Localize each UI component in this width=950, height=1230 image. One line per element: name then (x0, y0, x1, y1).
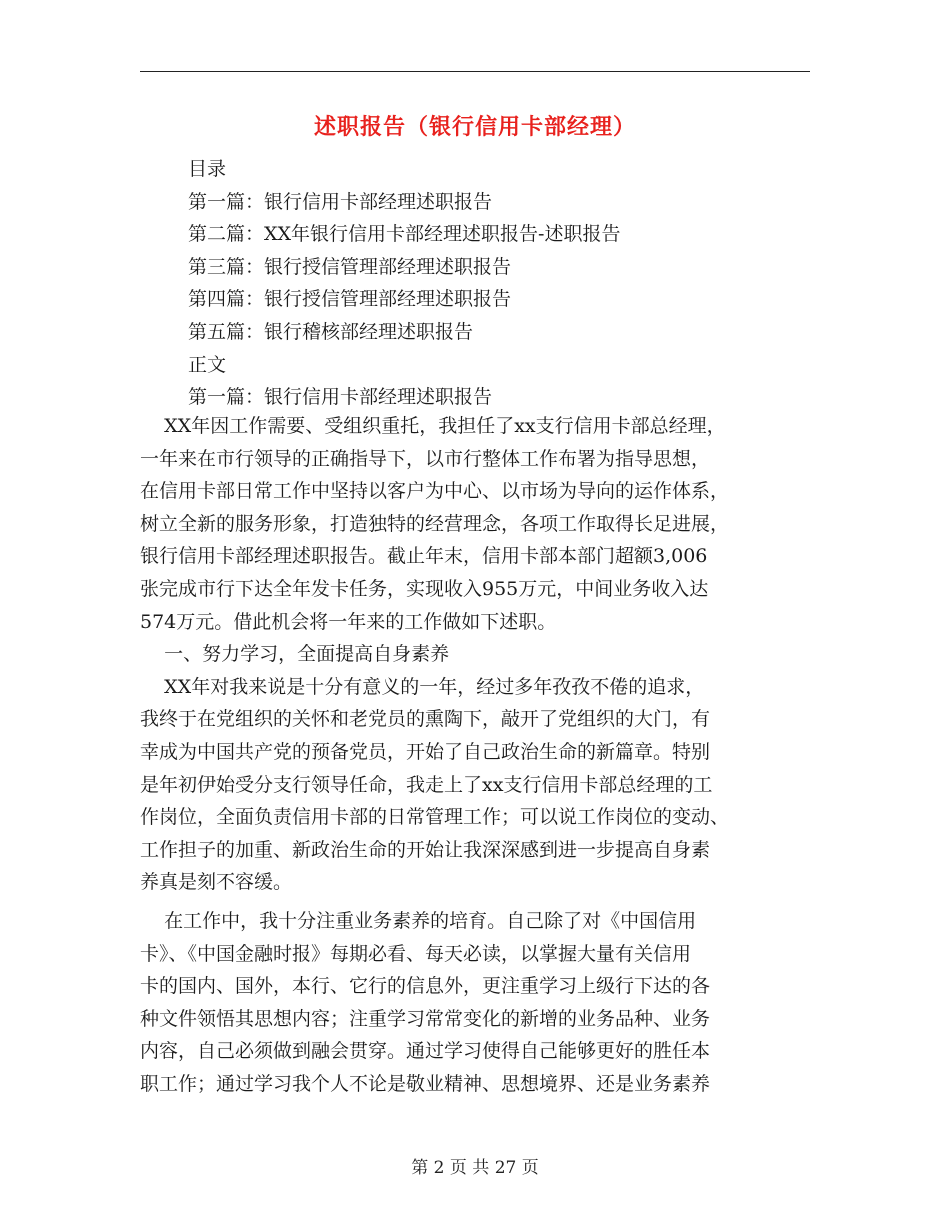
toc-item: 第四篇：银行授信管理部经理述职报告 (188, 288, 512, 311)
body-heading: 正文 (188, 353, 227, 376)
toc-heading: 目录 (188, 158, 227, 180)
subheading (140, 638, 820, 671)
toc-item: 第五篇：银行稽核部经理述职报告 (188, 320, 474, 343)
paragraph-line: 树立全新的服务形象，打造独特的经营理念，各项工作取得长足进展， (140, 512, 730, 535)
paragraph (140, 410, 820, 638)
paragraph (140, 671, 820, 899)
paragraph-line: XX年对我来说是十分有意义的一年，经过多年孜孜不倦的追求， (140, 675, 705, 698)
paragraph-line: 工作担子的加重、新政治生命的开始让我深深感到进一步提高自身素 (140, 838, 711, 861)
paragraph (140, 905, 820, 1101)
toc-item: 第三篇：银行授信管理部经理述职报告 (188, 255, 512, 278)
toc-item: 第一篇：银行信用卡部经理述职报告 (188, 190, 493, 213)
document-body (140, 410, 820, 1100)
section-heading: 第一篇：银行信用卡部经理述职报告 (188, 386, 493, 409)
paragraph-line: 内容，自己必须做到融会贯穿。通过学习使得自己能够更好的胜任本 (140, 1040, 711, 1063)
paragraph-line: 作岗位，全面负责信用卡部的日常管理工作；可以说工作岗位的变动、 (140, 806, 730, 829)
paragraph-line: 幸成为中国共产党的预备党员，开始了自己政治生命的新篇章。特别 (140, 740, 711, 763)
paragraph-line: 卡的国内、国外，本行、它行的信息外，更注重学习上级行下达的各 (140, 975, 711, 998)
toc-item: 第二篇：XX年银行信用卡部经理述职报告-述职报告 (188, 223, 621, 246)
paragraph-line: 张完成市行下达全年发卡任务，实现收入955万元，中间业务收入达 (140, 577, 709, 600)
paragraph-line: 在工作中，我十分注重业务素养的培育。自己除了对《中国信用 (140, 909, 697, 932)
paragraph-line: 是年初伊始受分支行领导任命，我走上了xx支行信用卡部总经理的工 (140, 773, 713, 796)
header-rule (140, 71, 810, 72)
page-footer: 第 2 页 共 27 页 (411, 1158, 539, 1178)
paragraph-line: XX年因工作需要、受组织重托，我担任了xx支行信用卡部总经理， (140, 415, 726, 437)
paragraph-line: 卡》、《中国金融时报》每期必看、每天必读，以掌握大量有关信用 (140, 942, 692, 965)
paragraph-line: 养真是刻不容缓。 (140, 871, 293, 894)
paragraph-line: 职工作；通过学习我个人不论是敬业精神、思想境界、还是业务素养 (140, 1072, 711, 1095)
paragraph-line: 银行信用卡部经理述职报告。截止年末，信用卡部本部门超额3,006 (140, 545, 708, 568)
table-of-contents (140, 153, 820, 414)
document-title: 述职报告（银行信用卡部经理） (313, 115, 636, 140)
paragraph-line: 一年来在市行领导的正确指导下，以市行整体工作布署为指导思想， (140, 447, 711, 470)
paragraph-line: 种文件领悟其思想内容；注重学习常常变化的新增的业务品种、业务 (140, 1007, 711, 1030)
paragraph-line: 我终于在党组织的关怀和老党员的熏陶下，敲开了党组织的大门，有 (140, 708, 711, 731)
subheading-line: 一、努力学习，全面提高自身素养 (140, 643, 450, 666)
paragraph-line: 574万元。借此机会将一年来的工作做如下述职。 (140, 610, 557, 633)
paragraph-line: 在信用卡部日常工作中坚持以客户为中心、以市场为导向的运作体系， (140, 480, 730, 503)
